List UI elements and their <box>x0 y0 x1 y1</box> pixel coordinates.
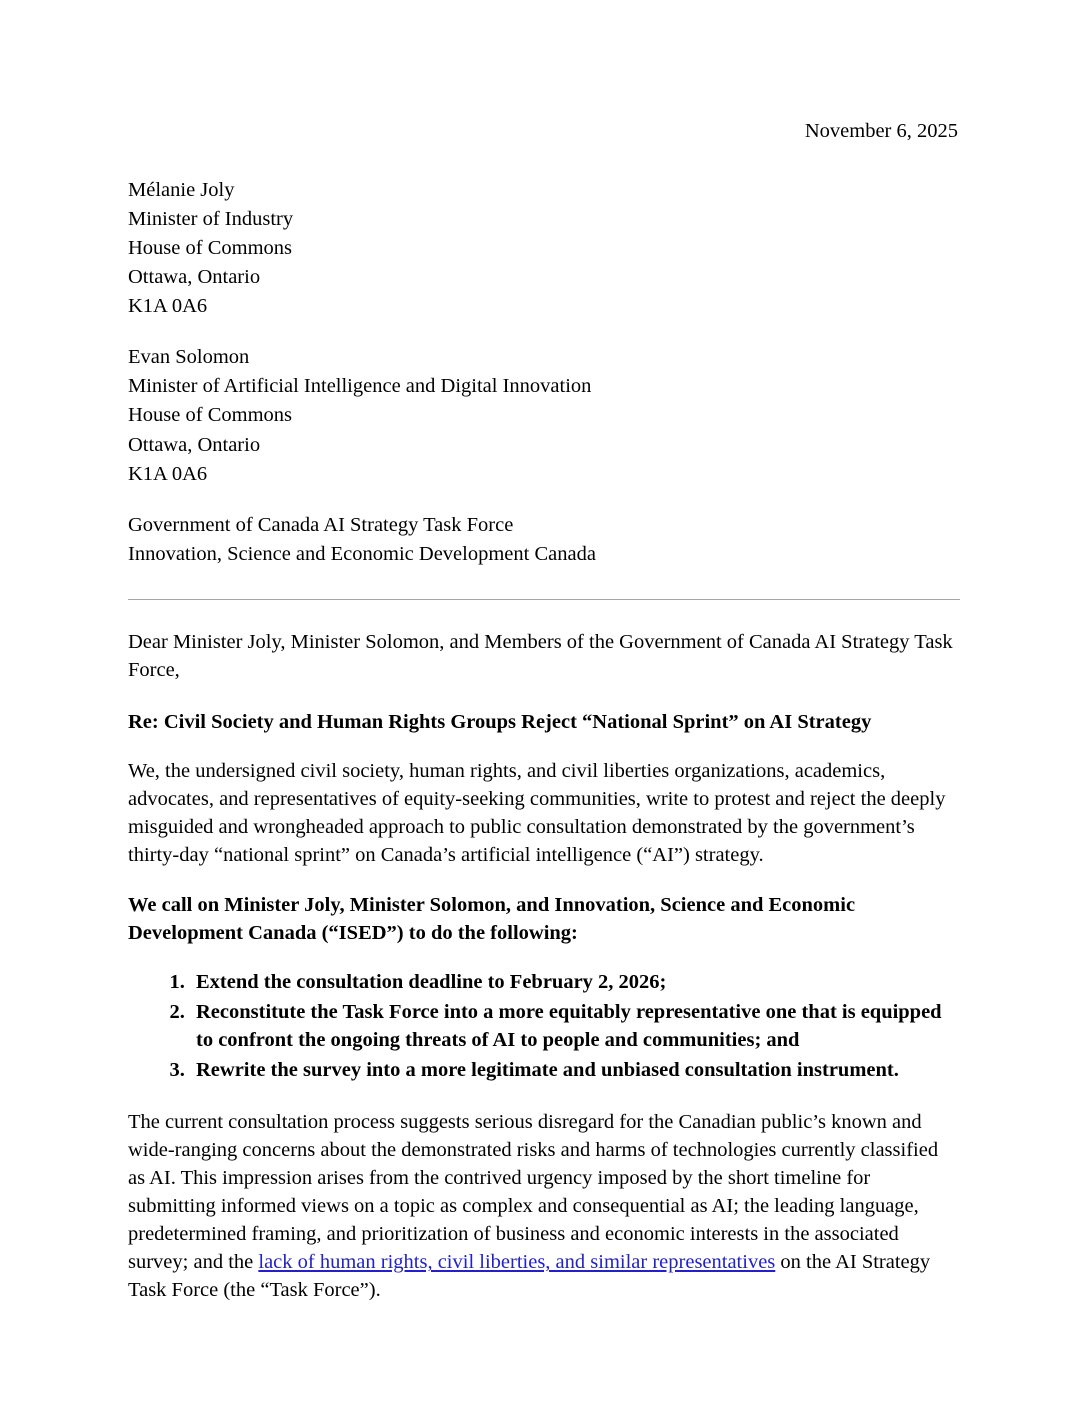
recipient-title: Minister of Artificial Intelligence and Digital Innovation <box>128 375 592 398</box>
recipient-city: Ottawa, Ontario <box>128 266 261 288</box>
letter-date: November 6, 2025 <box>804 120 958 142</box>
list-item: 3. Rewrite the survey into a more legitimate and unbiased consultation instrument. <box>190 1056 960 1084</box>
recipient-block-solomon <box>128 343 960 489</box>
paragraph-consultation-process <box>128 1108 960 1305</box>
list-item: 2. Reconstitute the Task Force into a more equitably representative one that is equipped to confront the ongoing threats of AI to people and communities; and <box>190 998 960 1054</box>
task-force-representation-link[interactable]: lack of human rights, civil liberties, and similar representatives <box>258 1251 776 1274</box>
call-to-action: We call on Minister Joly, Minister Solomon, and Innovation, Science and Economic Development Canada (“ISED”) to do the following: <box>128 893 856 944</box>
subject-line: Re: Civil Society and Human Rights Groups Reject “National Sprint” on AI Strategy <box>128 711 872 734</box>
list-item: 1. Extend the consultation deadline to February 2, 2026; <box>190 968 960 996</box>
recipient-block-joly <box>128 176 960 322</box>
paragraph-text-before-link: The current consultation process suggests serious disregard for the Canadian public’s known and wide-ranging concerns about the demonstrated risks and harms of technologies currently classified as AI. This impression arises from the contrived urgency imposed by the short timeline for submitting informed views on a topic as complex and consequential as AI; the leading language, predetermined framing, and prioritization of business and economic interests in the associated survey; and the <box>128 1111 939 1274</box>
recipient-postal-code: K1A 0A6 <box>128 462 208 485</box>
salutation: Dear Minister Joly, Minister Solomon, and Members of the Government of Canada AI Strategy Task Force, <box>128 630 953 682</box>
recipient-postal-code: K1A 0A6 <box>128 295 208 318</box>
paragraph-text-after-link: on the AI Strategy Task Force (the “Task Force”). <box>128 1251 931 1302</box>
recipient-name: Evan Solomon <box>128 346 250 369</box>
recipient-organization: Government of Canada AI Strategy Task Force <box>128 513 514 536</box>
paragraph-opening: We, the undersigned civil society, human rights, and civil liberties organizations, academics, advocates, and representatives of equity-seeking communities, write to protest and reject the deeply misguided and wrongheaded approach to public consultation demonstrated by the government’s thirty-day “national sprint” on Canada’s artificial intelligence (“AI”) strategy. <box>128 760 946 867</box>
recipient-institution: House of Commons <box>128 236 292 259</box>
recipient-block-task-force <box>128 511 960 569</box>
recipient-institution: House of Commons <box>128 404 292 427</box>
demands-list <box>128 968 960 1084</box>
recipient-name: Mélanie Joly <box>128 178 235 201</box>
recipient-city: Ottawa, Ontario <box>128 433 261 456</box>
header-divider <box>128 599 960 600</box>
recipient-title: Minister of Industry <box>128 207 294 230</box>
recipient-department: Innovation, Science and Economic Development Canada <box>128 542 596 565</box>
